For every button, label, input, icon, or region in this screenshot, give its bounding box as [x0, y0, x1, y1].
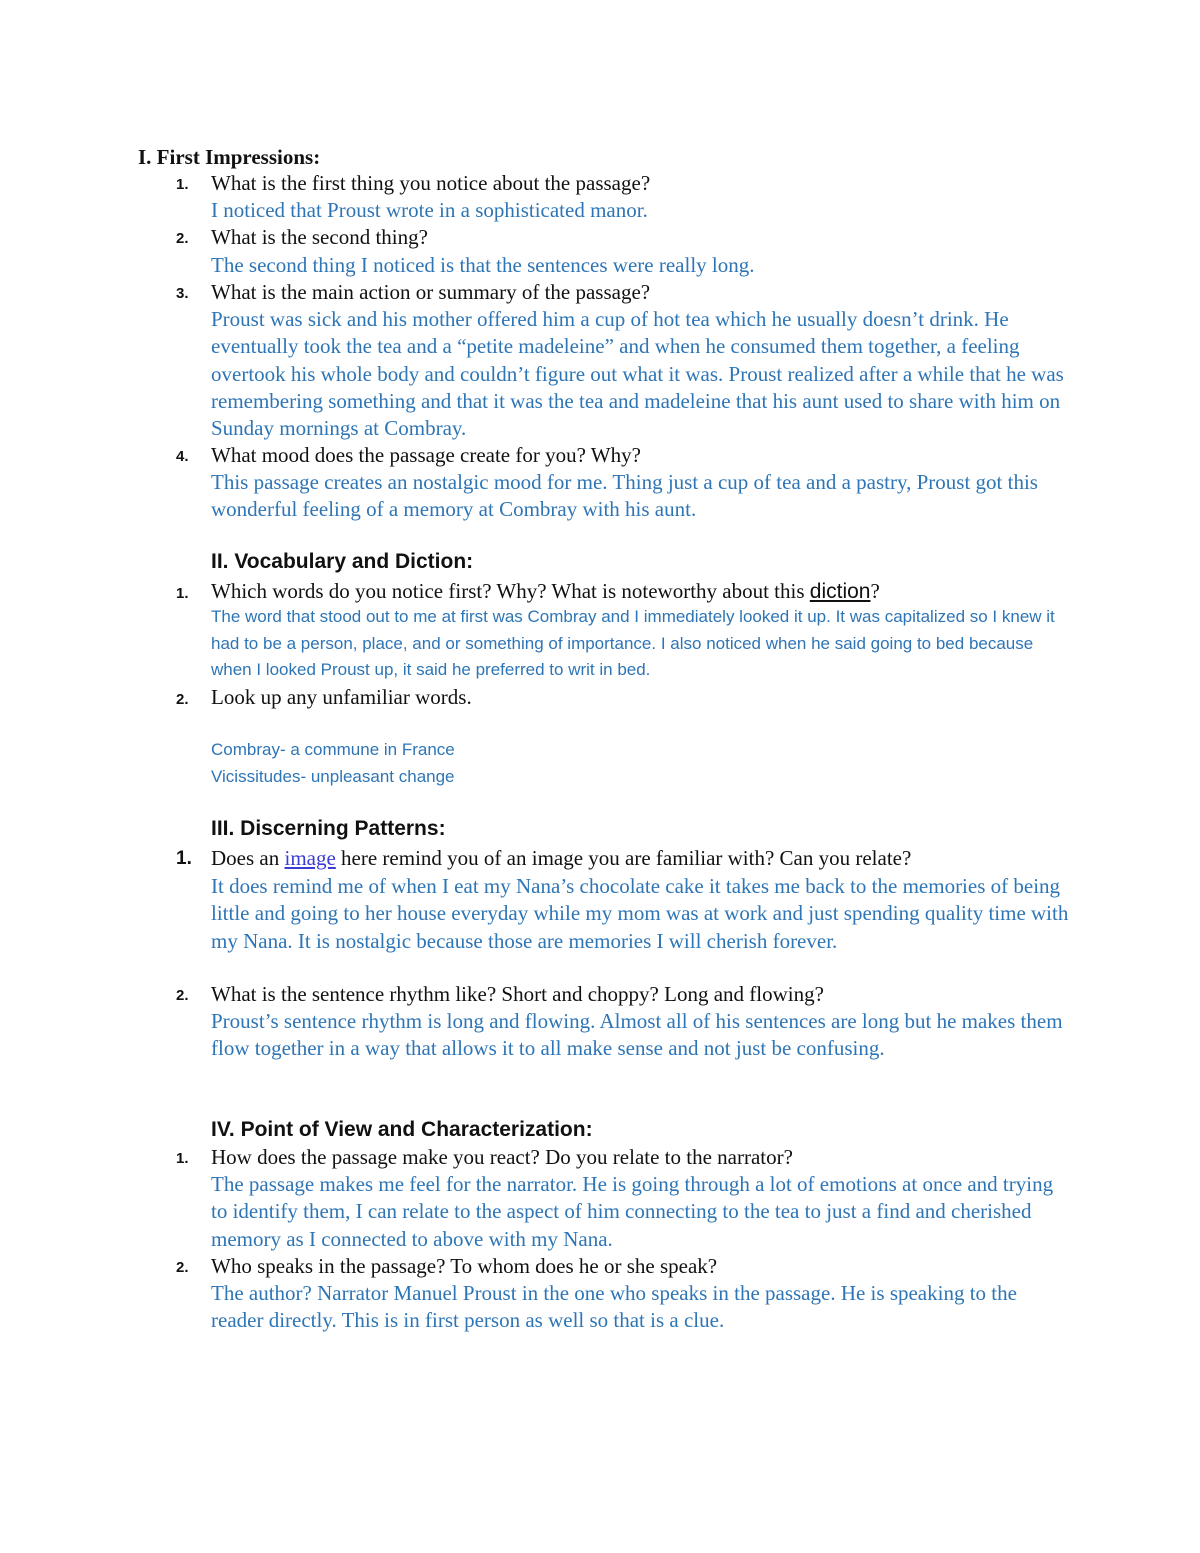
- question-text: Who speaks in the passage? To whom does he or she speak?: [211, 1254, 718, 1278]
- question-number: 2.: [176, 1259, 189, 1276]
- answer-text: I noticed that Proust wrote in a sophisticated manor.: [211, 198, 648, 222]
- answer-text: This passage creates an nostalgic mood for me. Thing just a cup of tea and a pastry, Proust got this wonderful feeling of a memory at Combray with his aunt.: [211, 470, 1038, 522]
- answer-text: The passage makes me feel for the narrator. He is going through a lot of emotions at once and trying to identify them, I can relate to the aspect of him connecting to the tea to just a find and cherished memory as I connected to above with my Nana.: [211, 1172, 1054, 1251]
- answer-text: Proust was sick and his mother offered him a cup of hot tea which he usually doesn’t drink. He eventually took the tea and a “petite madeleine” and when he consumed them together, a feeling overtook his whole body and couldn’t figure out what it was. Proust realized after a while that he was remembering something and that it was the tea and madeleine that his aunt used to share with him on Sunday mornings at Combray.: [211, 307, 1064, 441]
- question-text: What is the first thing you notice about the passage?: [211, 171, 651, 195]
- section-title-vocabulary: II. Vocabulary and Diction:: [211, 550, 474, 573]
- question-text: [211, 578, 1081, 605]
- answer-text: The author? Narrator Manuel Proust in the one who speaks in the passage. He is speaking to the reader directly. This is in first person as well so that is a clue.: [211, 1281, 1017, 1333]
- vocab-entry-combray: Combray- a commune in France: [211, 740, 455, 759]
- question-text-part: Does an: [211, 846, 285, 870]
- question-number: 2.: [176, 691, 189, 708]
- answer-text: The second thing I noticed is that the sentences were really long.: [211, 253, 755, 277]
- section-title-first-impressions: I. First Impressions:: [138, 145, 321, 169]
- question-text-part: here remind you of an image you are familiar with? Can you relate?: [335, 846, 912, 870]
- question-text: Look up any unfamiliar words.: [211, 685, 472, 709]
- answer-text: Proust’s sentence rhythm is long and flowing. Almost all of his sentences are long but he makes them flow together in a way that allows it to all make sense and not just be confusing.: [211, 1009, 1063, 1061]
- question-number: 1.: [176, 848, 192, 869]
- answer-text: The word that stood out to me at first was Combray and I immediately looked it up. It was capitalized so I knew it had to be a person, place, and or something of importance. I also noticed when he said going to bed because when I looked Proust up, it said he preferred to writ in bed.: [211, 607, 1055, 679]
- diction-link[interactable]: diction: [809, 580, 871, 603]
- question-text: How does the passage make you react? Do you relate to the narrator?: [211, 1145, 793, 1169]
- question-text: What is the second thing?: [211, 225, 428, 249]
- section-title-point-of-view: IV. Point of View and Characterization:: [211, 1118, 593, 1141]
- question-text: What is the sentence rhythm like? Short and choppy? Long and flowing?: [211, 982, 824, 1006]
- image-link[interactable]: image: [284, 846, 336, 870]
- question-text: [211, 845, 1081, 872]
- vocab-entry-vicissitudes: Vicissitudes- unpleasant change: [211, 767, 455, 786]
- question-text: What mood does the passage create for you? Why?: [211, 443, 641, 467]
- question-number: 1.: [176, 585, 189, 602]
- section-title-patterns: III. Discerning Patterns:: [211, 817, 446, 840]
- question-number: 1.: [176, 1150, 189, 1167]
- question-number: 2.: [176, 230, 189, 247]
- answer-text: It does remind me of when I eat my Nana’s chocolate cake it takes me back to the memories of being little and going to her house everyday while my mom was at work and just spending quality time with my Nana. It is nostalgic because those are memories I will cherish forever.: [211, 874, 1069, 953]
- question-number: 2.: [176, 987, 189, 1004]
- question-number: 4.: [176, 448, 189, 465]
- question-text: What is the main action or summary of the passage?: [211, 280, 651, 304]
- question-text-part: Which words do you notice first? Why? What is noteworthy about this: [211, 579, 810, 603]
- question-text-part: ?: [870, 579, 880, 603]
- question-number: 1.: [176, 176, 189, 193]
- question-number: 3.: [176, 285, 189, 302]
